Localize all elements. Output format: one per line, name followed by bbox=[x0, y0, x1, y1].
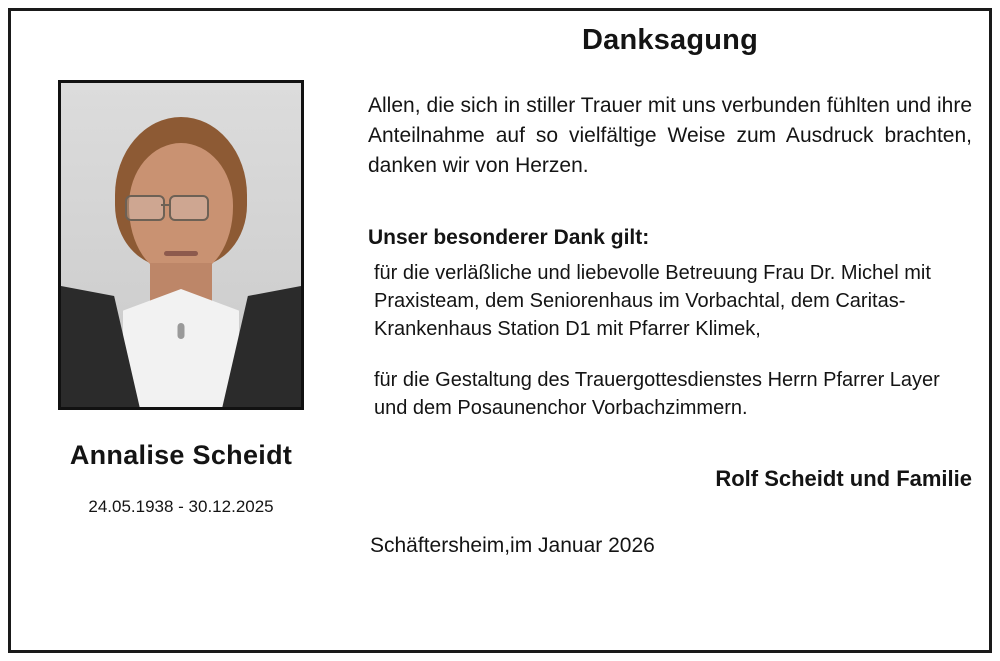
intro-paragraph: Allen, die sich in stiller Trauer mit uns verbunden fühlten und ihre Anteilnahme auf so vielfältige Weise zum Ausdruck brachten, danken wir von Herzen. bbox=[368, 94, 972, 177]
thanks-title: Unser besonderer Dank gilt: bbox=[368, 226, 650, 250]
portrait-column bbox=[26, 80, 336, 517]
glasses-left-lens-icon bbox=[125, 195, 165, 221]
portrait-collar bbox=[123, 289, 239, 409]
portrait-pendant bbox=[178, 323, 185, 339]
text-column bbox=[368, 24, 972, 558]
page-title: Danksagung bbox=[581, 24, 759, 56]
glasses-bridge-icon bbox=[161, 204, 169, 206]
portrait-illustration bbox=[61, 83, 301, 407]
glasses-right-lens-icon bbox=[169, 195, 209, 221]
portrait-mouth bbox=[164, 251, 198, 256]
place-and-date: Schäftersheim,im Januar 2026 bbox=[370, 534, 655, 558]
thanks-paragraph-1: für die verläßliche und liebevolle Betreuung Frau Dr. Michel mit Praxisteam, dem Seniorenhaus im Vorbachtal, dem Caritas-Krankenhaus Station D1 mit Pfarrer Klimek, bbox=[374, 262, 931, 340]
portrait-photo bbox=[58, 80, 304, 410]
person-dates: 24.05.1938 - 30.12.2025 bbox=[88, 497, 274, 516]
person-name: Annalise Scheidt bbox=[69, 440, 293, 470]
signature: Rolf Scheidt und Familie bbox=[715, 466, 972, 492]
thanks-paragraph-2: für die Gestaltung des Trauergottesdienstes Herrn Pfarrer Layer und dem Posaunenchor Vorbachzimmern. bbox=[374, 369, 940, 419]
